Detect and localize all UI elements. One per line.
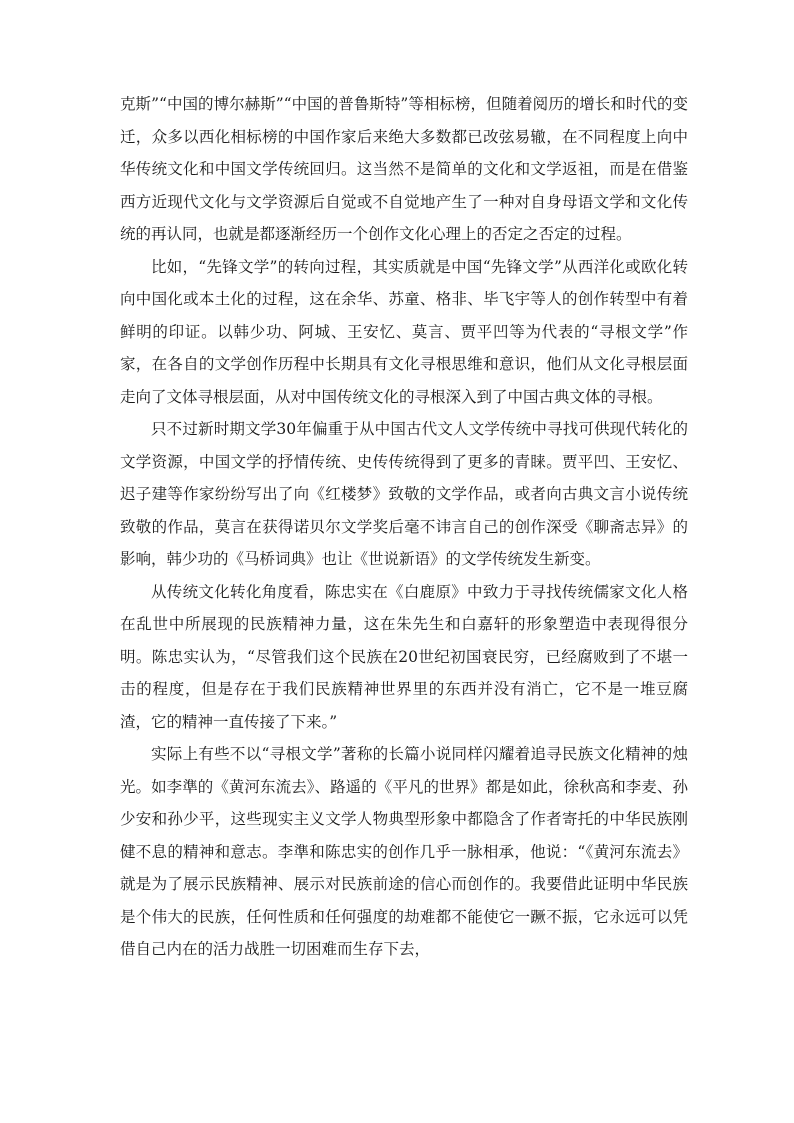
paragraph-national-spirit: 实际上有些不以“寻根文学”著称的长篇小说同样闪耀着追寻民族文化精神的烛光。如李準的《黄河东流去》、路遥的《平凡的世界》都是如此，徐秋高和李麦、孙少安和孙少平，这些现实主义文学人物典型形象中都隐含了作者寄托的中华民族刚健不息的精神和意志。李準和陈忠实的创作几乎一脉相承，他说：“《黄河东流去》就是为了展示民族精神、展示对民族前途的信心而创作的。我要借此证明中华民族是个伟大的民族，任何性质和任何强度的劫难都不能使它一蹶不振，它永远可以凭借自己内在的活力战胜一切困难而生存下去，	[120, 745, 688, 958]
article-body	[120, 88, 688, 966]
paragraph-continued: 克斯”“中国的博尔赫斯”“中国的普鲁斯特”等相标榜，但随着阅历的增长和时代的变迁，众多以西化相标榜的中国作家后来绝大多数都已改弦易辙，在不同程度上向中华传统文化和中国文学传统回归。这当然不是简单的文化和文学返祖，而是在借鉴西方近现代文化与文学资源后自觉或不自觉地产生了一种对自身母语文学和文化传统的再认同，也就是都逐渐经历一个创作文化心理上的否定之否定的过程。	[120, 95, 688, 243]
paragraph-avant-garde: 比如，“先锋文学”的转向过程，其实质就是中国“先锋文学”从西洋化或欧化转向中国化或本土化的过程，这在余华、苏童、格非、毕飞宇等人的创作转型中有着鲜明的印证。以韩少功、阿城、王安忆、莫言、贾平凹等为代表的“寻根文学”作家，在各自的文学创作历程中长期具有文化寻根思维和意识，他们从文化寻根层面走向了文体寻根层面，从对中国传统文化的寻根深入到了中国古典文体的寻根。	[120, 257, 688, 406]
paragraph-white-deer-plain: 从传统文化转化角度看，陈忠实在《白鹿原》中致力于寻找传统儒家文化人格在乱世中所展现的民族精神力量，这在朱先生和白嘉轩的形象塑造中表现得很分明。陈忠实认为，“尽管我们这个民族在20世纪初国衰民穷，已经腐败到了不堪一击的程度，但是存在于我们民族精神世界里的东西并没有消亡，它不是一堆豆腐渣，它的精神一直传接了下来。”	[120, 582, 688, 731]
paragraph-new-era-literature: 只不过新时期文学30年偏重于从中国古代文人文学传统中寻找可供现代转化的文学资源，中国文学的抒情传统、史传传统得到了更多的青睐。贾平凹、王安忆、迟子建等作家纷纷写出了向《红楼梦》致敬的文学作品，或者向古典文言小说传统致敬的作品，莫言在获得诺贝尔文学奖后毫不讳言自己的创作深受《聊斋志异》的影响，韩少功的《马桥词典》也让《世说新语》的文学传统发生新变。	[120, 420, 688, 568]
